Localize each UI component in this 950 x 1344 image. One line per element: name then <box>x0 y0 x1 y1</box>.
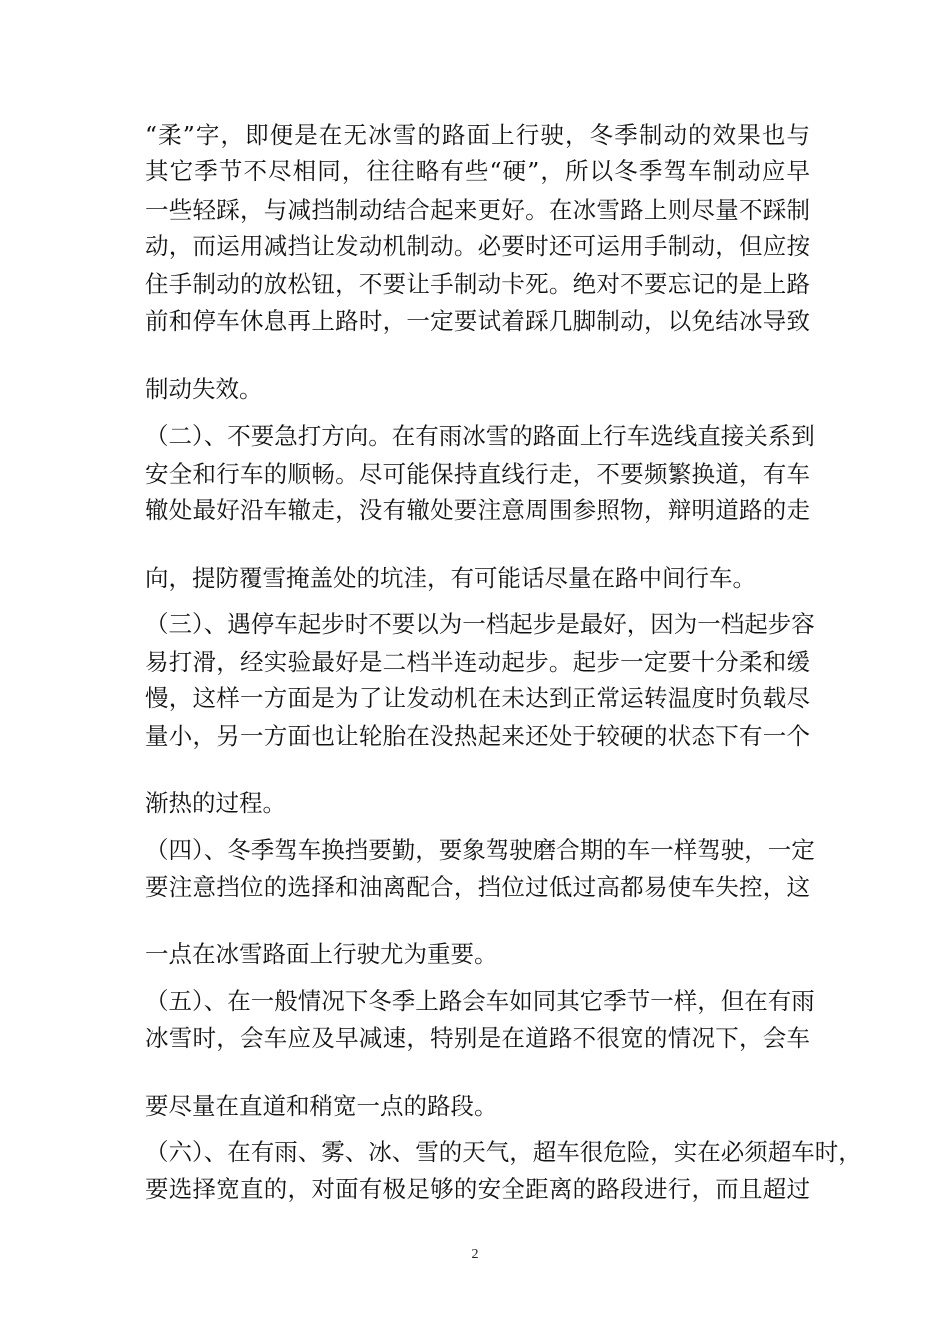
text-line: 易打滑，经实验最好是二档半连动起步。起步一定要十分柔和缓 <box>145 648 810 676</box>
text-line: 安全和行车的顺畅。尽可能保持直线行走，不要频繁换道，有车 <box>145 460 810 488</box>
text-line: （五）、在一般情况下冬季上路会车如同其它季节一样，但在有雨 <box>145 987 815 1015</box>
text-line: 前和停车休息再上路时，一定要试着踩几脚制动，以免结冰导致 <box>145 307 810 335</box>
text-line: 制动失效。 <box>145 375 263 403</box>
text-line: （三）、遇停车起步时不要以为一档起步是最好，因为一档起步容 <box>145 610 815 638</box>
text-line: （四）、冬季驾车换挡要勤，要象驾驶磨合期的车一样驾驶，一定 <box>145 836 815 864</box>
text-line: 住手制动的放松钮，不要让手制动卡死。绝对不要忘记的是上路 <box>145 270 810 298</box>
text-line: 一点在冰雪路面上行驶尤为重要。 <box>145 940 498 968</box>
text-line: 要选择宽直的，对面有极足够的安全距离的路段进行，而且超过 <box>145 1175 810 1203</box>
text-line: 动，而运用减挡让发动机制动。必要时还可运用手制动，但应按 <box>145 232 810 260</box>
text-line: 其它季节不尽相同，往往略有些“硬”，所以冬季驾车制动应早 <box>145 157 810 185</box>
page-number: 2 <box>471 1247 479 1262</box>
text-line: 冰雪时，会车应及早减速，特别是在道路不很宽的情况下，会车 <box>145 1024 810 1052</box>
text-line: （六）、在有雨、雾、冰、雪的天气，超车很危险，实在必须超车时， <box>145 1138 862 1166</box>
text-line: “柔”字，即便是在无冰雪的路面上行驶，冬季制动的效果也与 <box>145 121 810 149</box>
text-line: 要注意挡位的选择和油离配合，挡位过低过高都易使车失控，这 <box>145 873 810 901</box>
text-line: 一些轻踩，与减挡制动结合起来更好。在冰雪路上则尽量不踩制 <box>145 196 810 224</box>
text-line: 向，提防覆雪掩盖处的坑洼，有可能话尽量在路中间行车。 <box>145 564 756 592</box>
text-line: 量小，另一方面也让轮胎在没热起来还处于较硬的状态下有一个 <box>145 722 810 750</box>
text-line: 渐热的过程。 <box>145 789 286 817</box>
text-line: 慢，这样一方面是为了让发动机在未达到正常运转温度时负载尽 <box>145 684 810 712</box>
text-line: （二）、不要急打方向。在有雨冰雪的路面上行车选线直接关系到 <box>145 422 815 450</box>
text-line: 要尽量在直道和稍宽一点的路段。 <box>145 1092 498 1120</box>
text-line: 辙处最好沿车辙走，没有辙处要注意周围参照物，辩明道路的走 <box>145 496 810 524</box>
